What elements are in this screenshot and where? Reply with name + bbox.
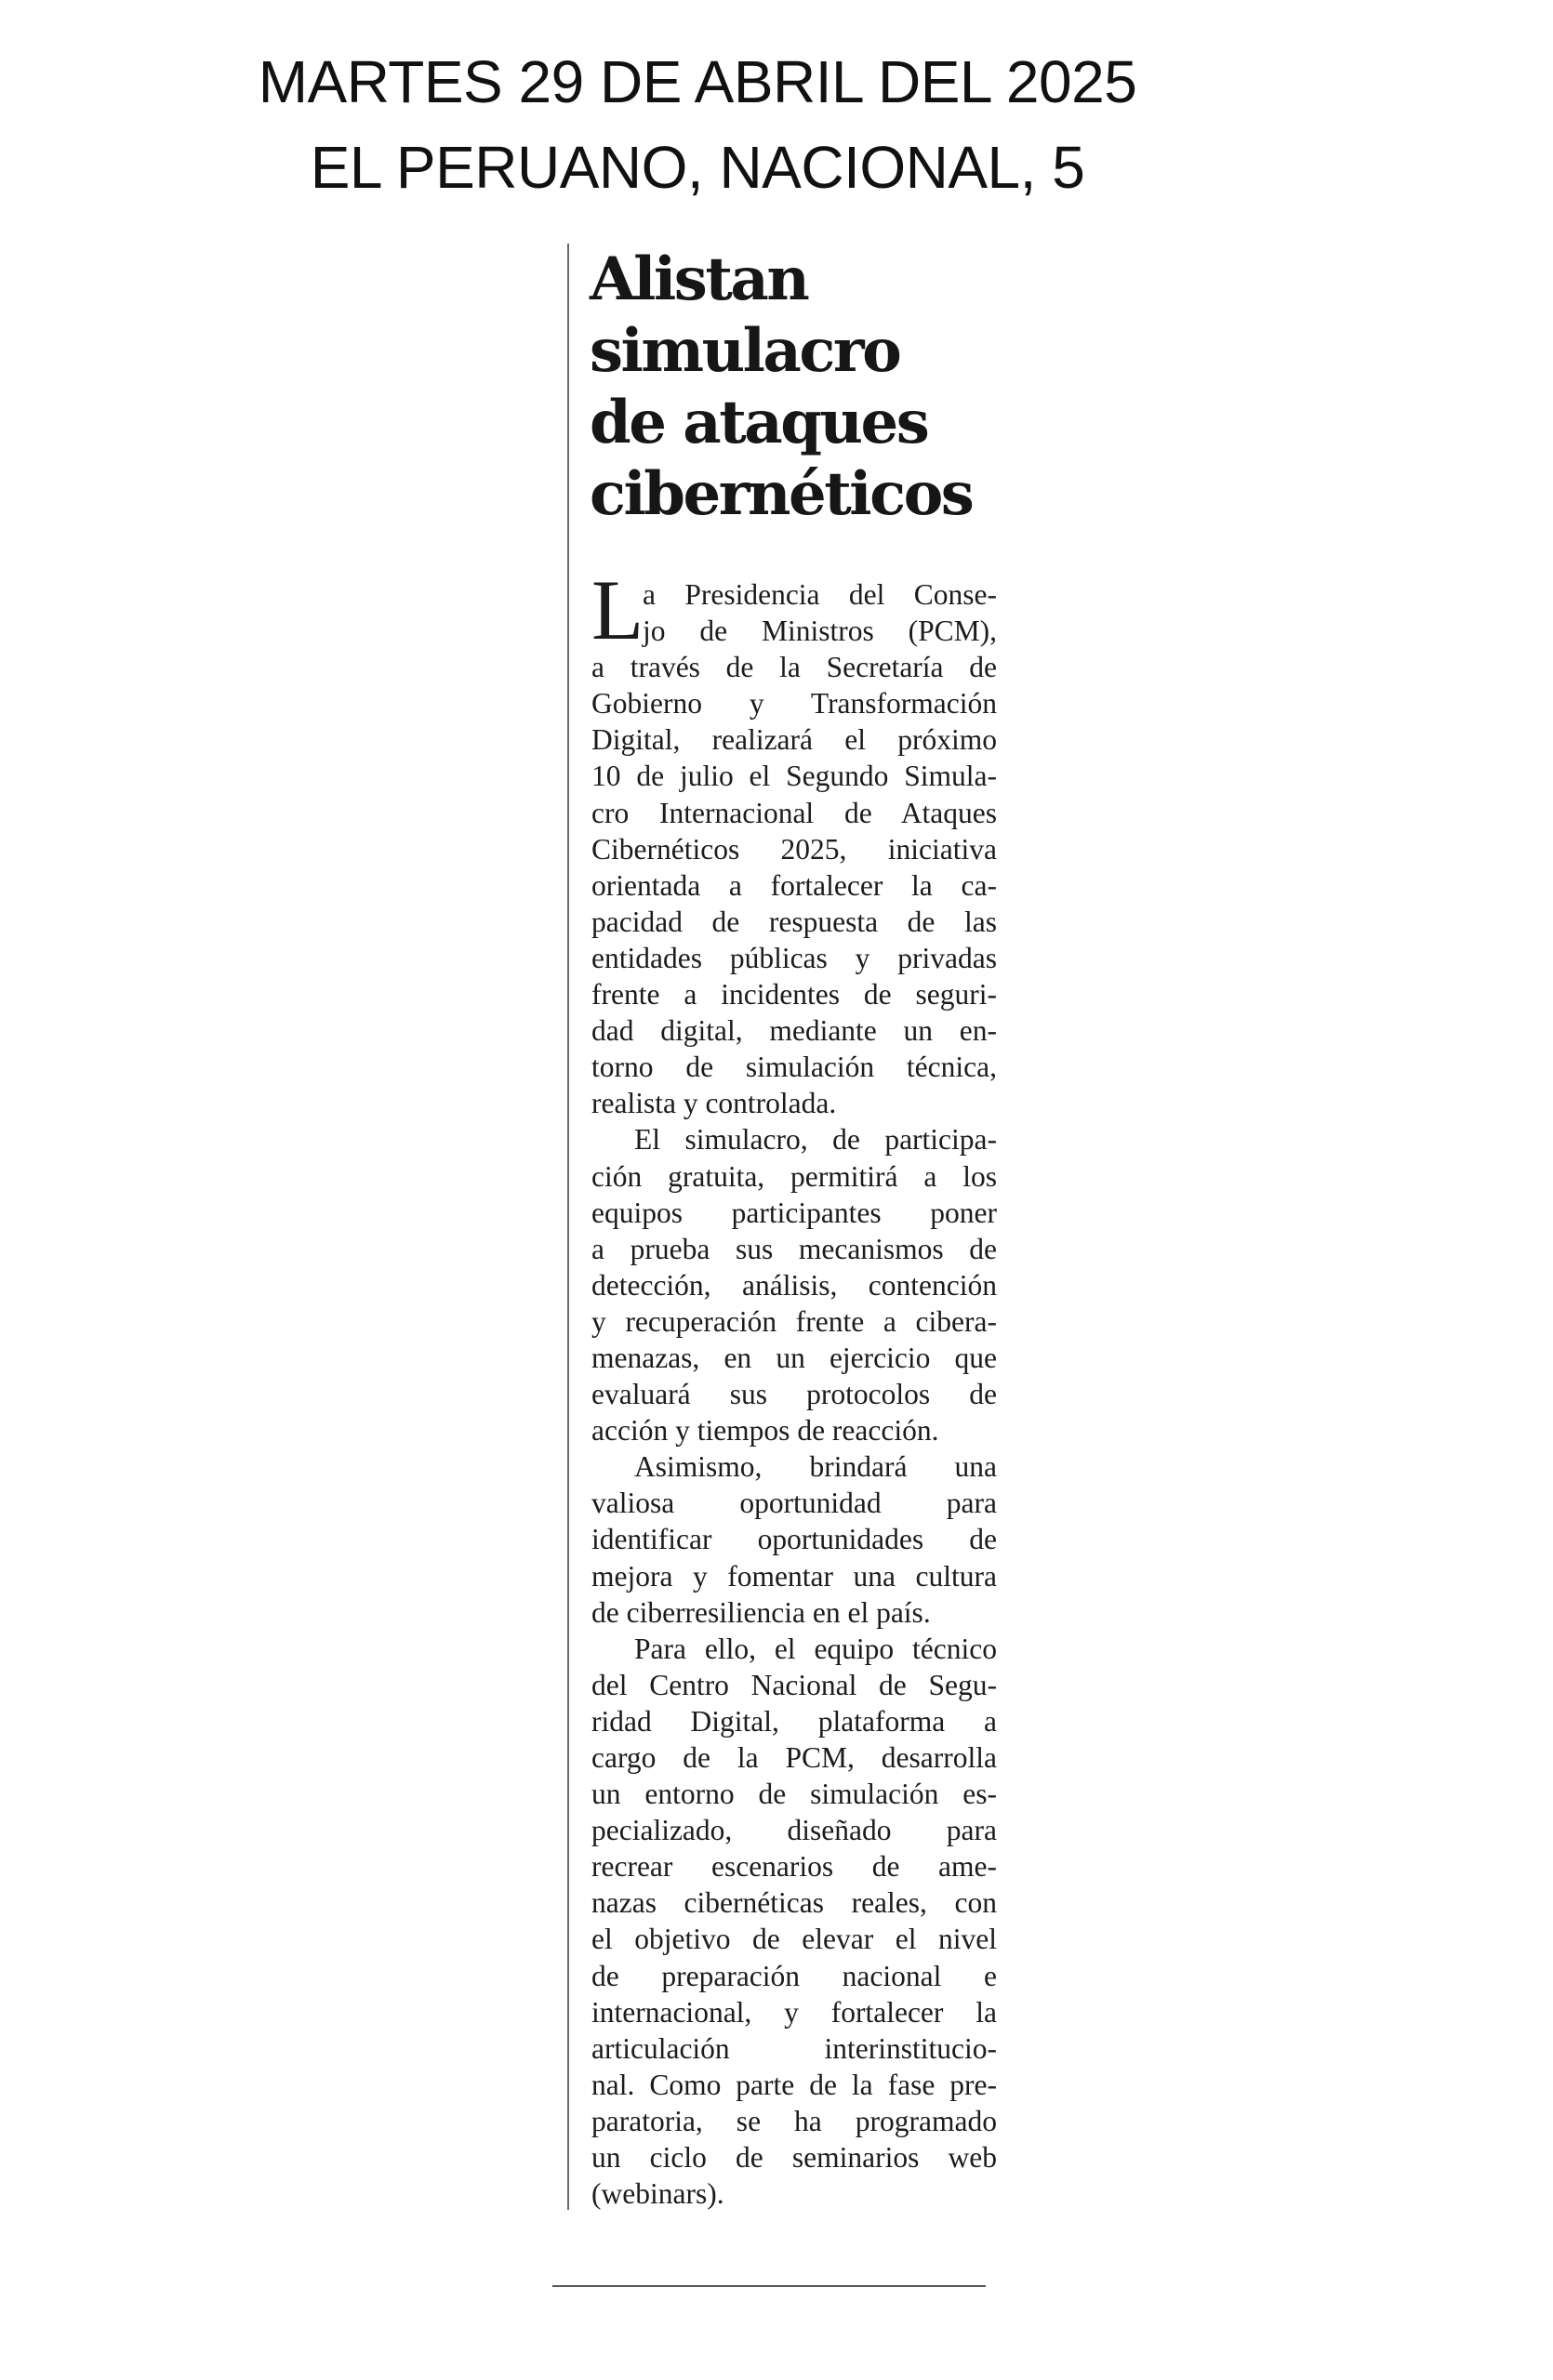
body-line: identificar oportunidades de <box>591 1523 997 1556</box>
body-line: equipos participantes poner <box>591 1196 997 1229</box>
body-line: mejora y fomentar una cultura <box>591 1559 997 1593</box>
body-line: cargo de la PCM, desarrolla <box>591 1741 997 1774</box>
body-line: de preparación nacional e <box>591 1959 997 1992</box>
publication-header: EL PERUANO, NACIONAL, 5 <box>310 134 1085 201</box>
body-line: un ciclo de seminarios web <box>591 2141 997 2175</box>
article-body <box>591 562 997 2212</box>
date-header: MARTES 29 DE ABRIL DEL 2025 <box>258 48 1137 115</box>
body-line: detección, análisis, contención <box>591 1268 997 1302</box>
body-line: ción gratuita, permitirá a los <box>591 1159 997 1193</box>
body-line: realista y controlada. <box>591 1087 837 1120</box>
body-line: Digital, realizará el próximo <box>591 723 997 757</box>
body-line: Cibernéticos 2025, iniciativa <box>591 832 997 866</box>
headline-line: simulacro <box>590 316 900 386</box>
body-line: acción y tiempos de reacción. <box>591 1414 939 1448</box>
body-line: valiosa oportunidad para <box>591 1487 997 1520</box>
body-line: dad digital, mediante un en- <box>591 1014 997 1048</box>
end-rule <box>552 2285 986 2287</box>
body-line: cro Internacional de Ataques <box>591 796 997 829</box>
body-line: pecializado, diseñado para <box>591 1814 997 1847</box>
body-line: un entorno de simulación es- <box>591 1778 997 1811</box>
body-line: nal. Como parte de la fase pre- <box>591 2068 997 2101</box>
headline-line: cibernéticos <box>590 459 973 529</box>
body-line: nazas cibernéticas reales, con <box>591 1886 997 1920</box>
body-line: El simulacro, de participa- <box>634 1123 997 1157</box>
headline <box>590 244 1004 530</box>
body-line: paratoria, se ha programado <box>591 2104 997 2137</box>
body-line: (webinars). <box>591 2177 724 2211</box>
body-line: el objetivo de elevar el nivel <box>591 1923 997 1956</box>
body-line: a Presidencia del Conse- <box>643 578 997 611</box>
body-line: frente a incidentes de seguri- <box>591 978 997 1012</box>
headline-line: de ataques <box>590 388 928 457</box>
body-line: a prueba sus mecanismos de <box>591 1232 997 1265</box>
body-line: torno de simulación técnica, <box>591 1051 997 1084</box>
body-line: Gobierno y Transformación <box>591 687 997 721</box>
body-line: Para ello, el equipo técnico <box>634 1632 997 1665</box>
body-line: ridad Digital, plataforma a <box>591 1704 997 1738</box>
body-line: de ciberresiliencia en el país. <box>591 1595 931 1629</box>
body-line: del Centro Nacional de Segu- <box>591 1668 997 1701</box>
body-line: articulación interinstitucio- <box>591 2031 997 2065</box>
body-line: evaluará sus protocolos de <box>591 1378 997 1411</box>
dropcap: L <box>591 562 644 657</box>
body-line: Asimismo, brindará una <box>634 1450 997 1484</box>
body-line: orientada a fortalecer la ca- <box>591 868 997 902</box>
body-line: 10 de julio el Segundo Simula- <box>591 760 997 793</box>
body-line: recrear escenarios de ame- <box>591 1850 997 1884</box>
body-line: a través de la Secretaría de <box>591 651 997 684</box>
body-line: y recuperación frente a cibera- <box>591 1304 997 1338</box>
body-line: menazas, en un ejercicio que <box>591 1341 997 1374</box>
body-line: entidades públicas y privadas <box>591 941 997 974</box>
body-line: pacidad de respuesta de las <box>591 905 997 938</box>
body-line: jo de Ministros (PCM), <box>643 615 997 648</box>
article-column <box>567 244 1004 2210</box>
body-line: internacional, y fortalecer la <box>591 1995 997 2029</box>
headline-line: Alistan <box>590 245 808 314</box>
